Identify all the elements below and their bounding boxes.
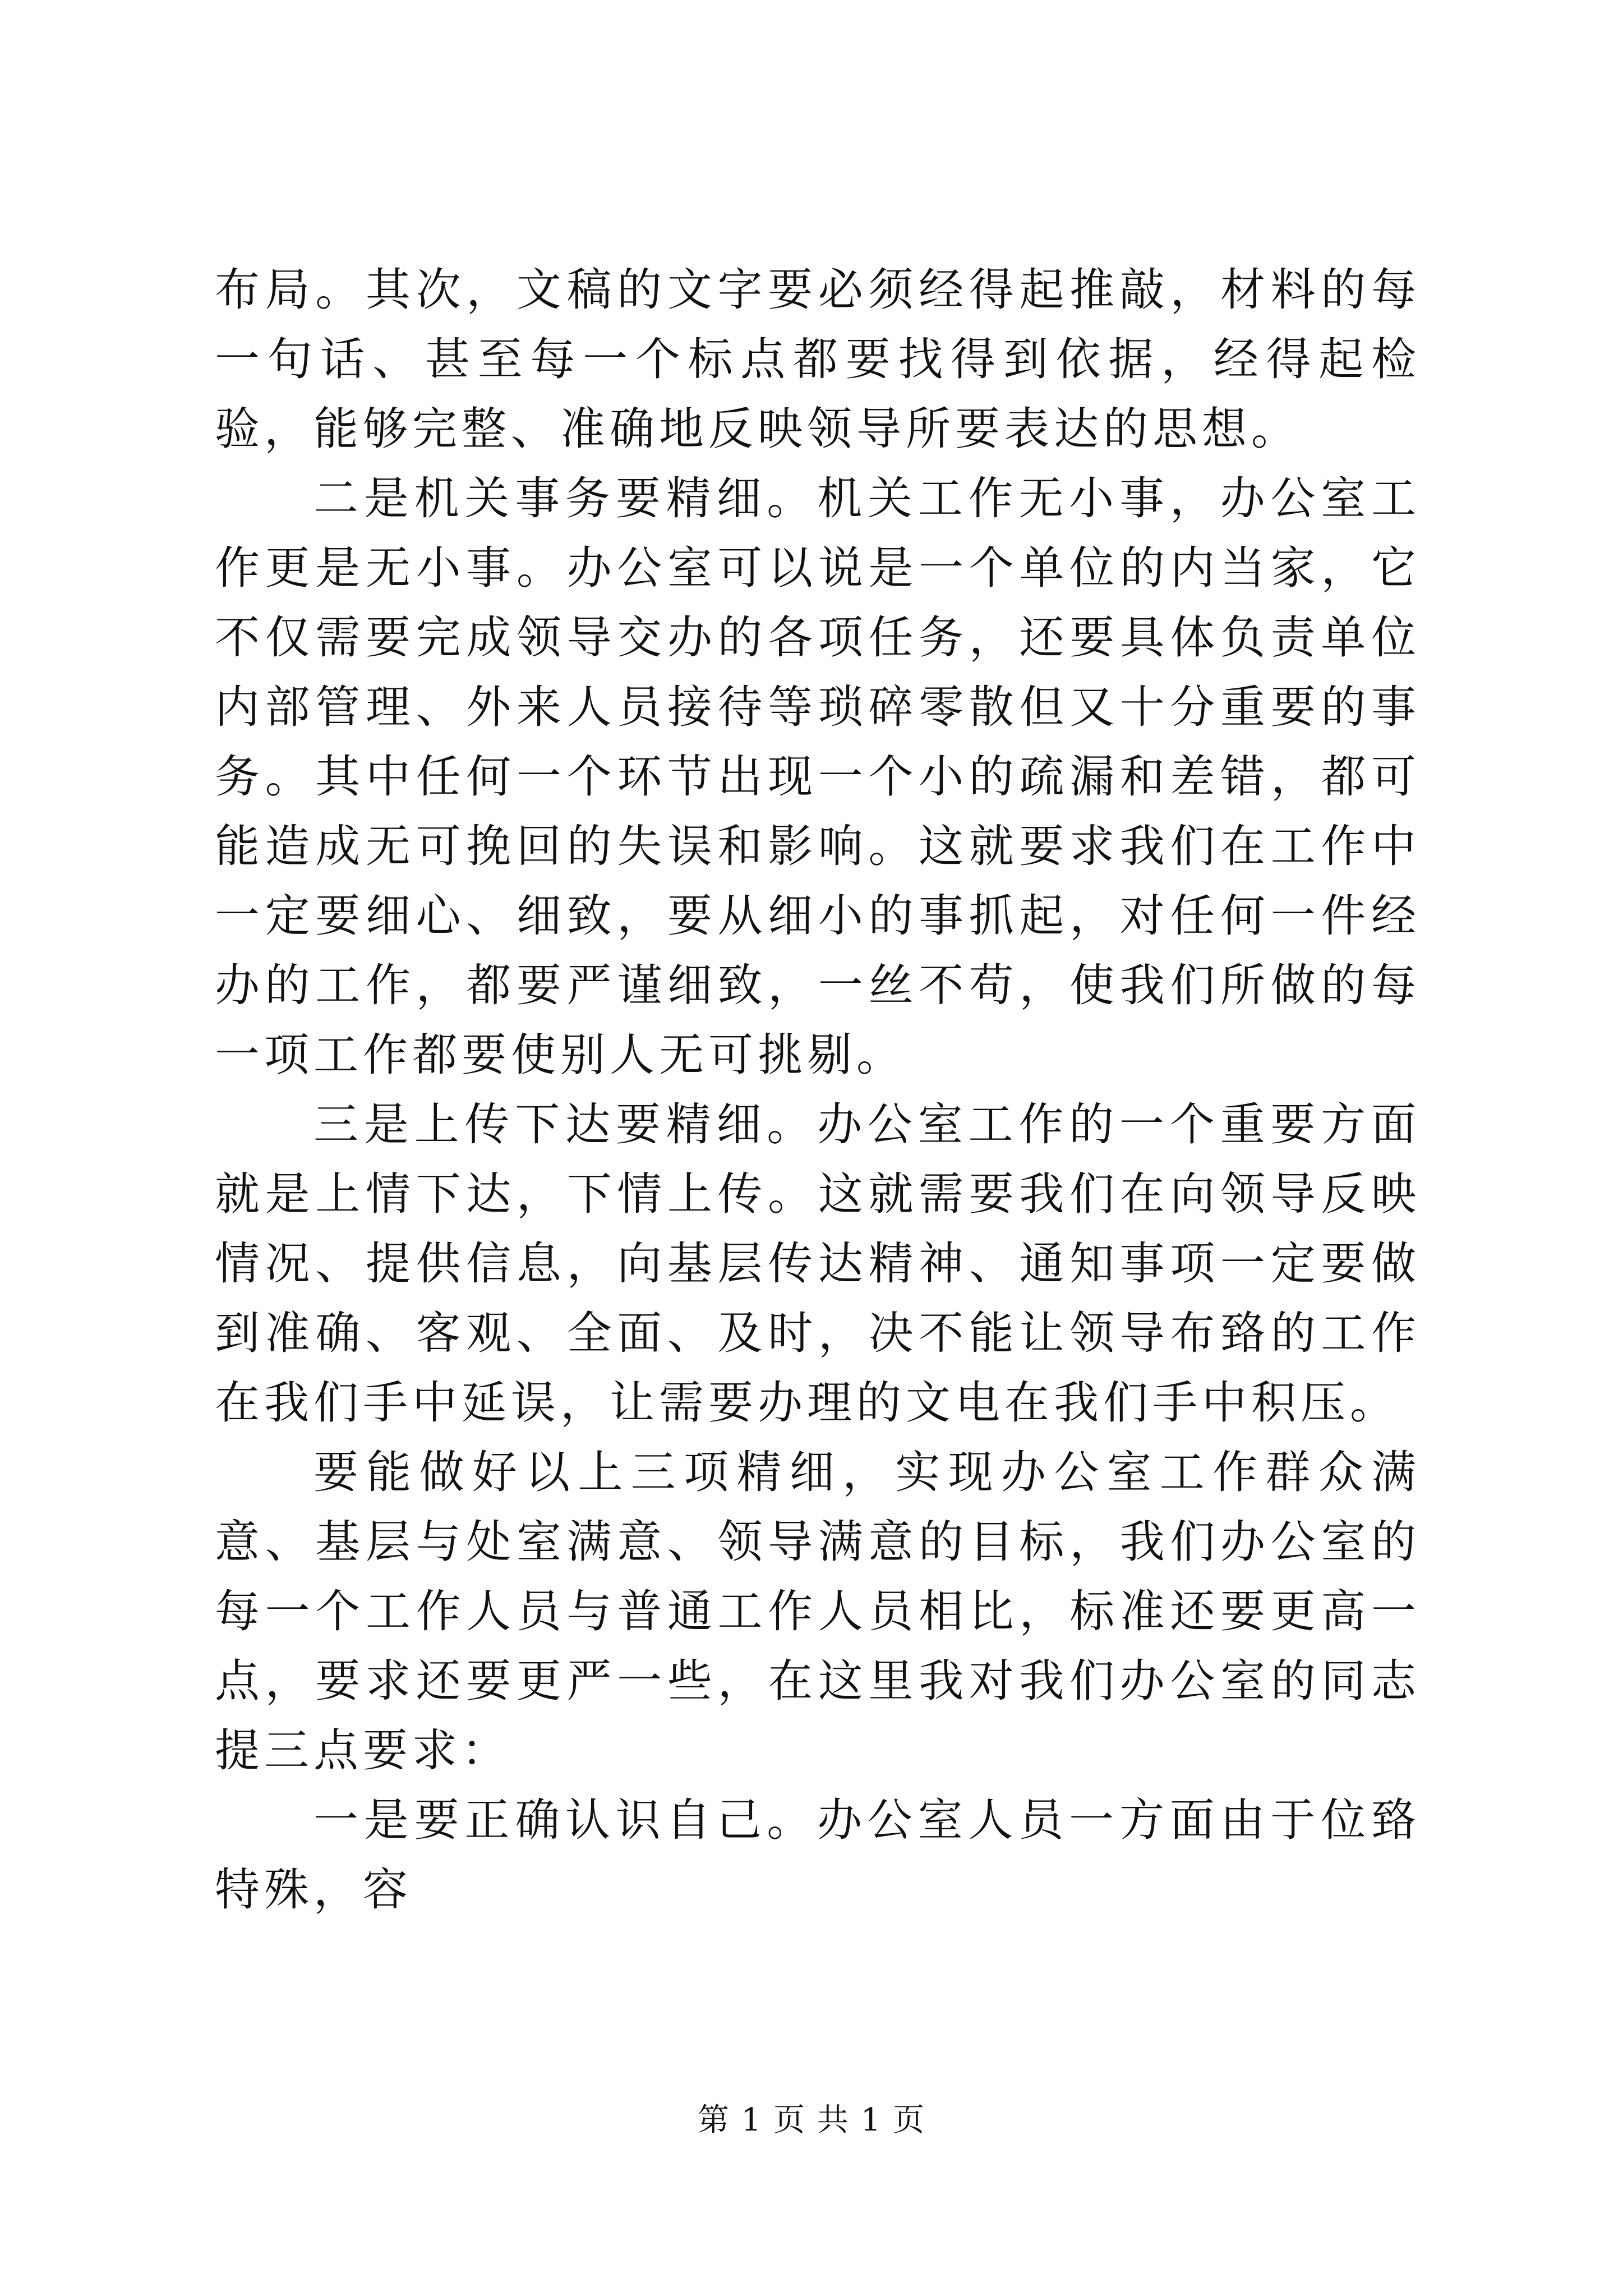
paragraph-4: 要能做好以上三项精细，实现办公室工作群众满意、基层与处室满意、领导满意的目标，我们办公室的每一个工作人员与普通工作人员相比，标准还要更高一点，要求还要更严一些，在这里我对我们办公室的同志提三点要求： <box>215 1446 1421 1777</box>
paragraph-3: 三是上传下达要精细。办公室工作的一个重要方面就是上情下达，下情上传。这就需要我们在向领导反映情况、提供信息，向基层传达精神、通知事项一定要做到准确、客观、全面、及时，决不能让领导布臵的工作在我们手中延误，让需要办理的文电在我们手中积压。 <box>215 1098 1421 1429</box>
page-footer: 第 1 页 共 1 页 <box>697 2102 926 2138</box>
paragraph-2: 二是机关事务要精细。机关工作无小事，办公室工作更是无小事。办公室可以说是一个单位的内当家，它不仅需要完成领导交办的各项任务，还要具体负责单位内部管理、外来人员接待等琐碎零散但又十分重要的事务。其中任何一个环节出现一个小的疏漏和差错，都可能造成无可挽回的失误和影响。这就要求我们在工作中一定要细心、细致，要从细小的事抓起，对任何一件经办的工作，都要严谨细致，一丝不苟，使我们所做的每一项工作都要使别人无可挑剔。 <box>215 472 1421 1081</box>
paragraph-1: 布局。其次，文稿的文字要必须经得起推敲，材料的每一句话、甚至每一个标点都要找得到依据，经得起检验，能够完整、准确地反映领导所要表达的思想。 <box>215 264 1421 455</box>
document-body <box>215 255 1421 1925</box>
paragraph-5: 一是要正确认识自己。办公室人员一方面由于位臵特殊，容 <box>215 1794 1421 1916</box>
